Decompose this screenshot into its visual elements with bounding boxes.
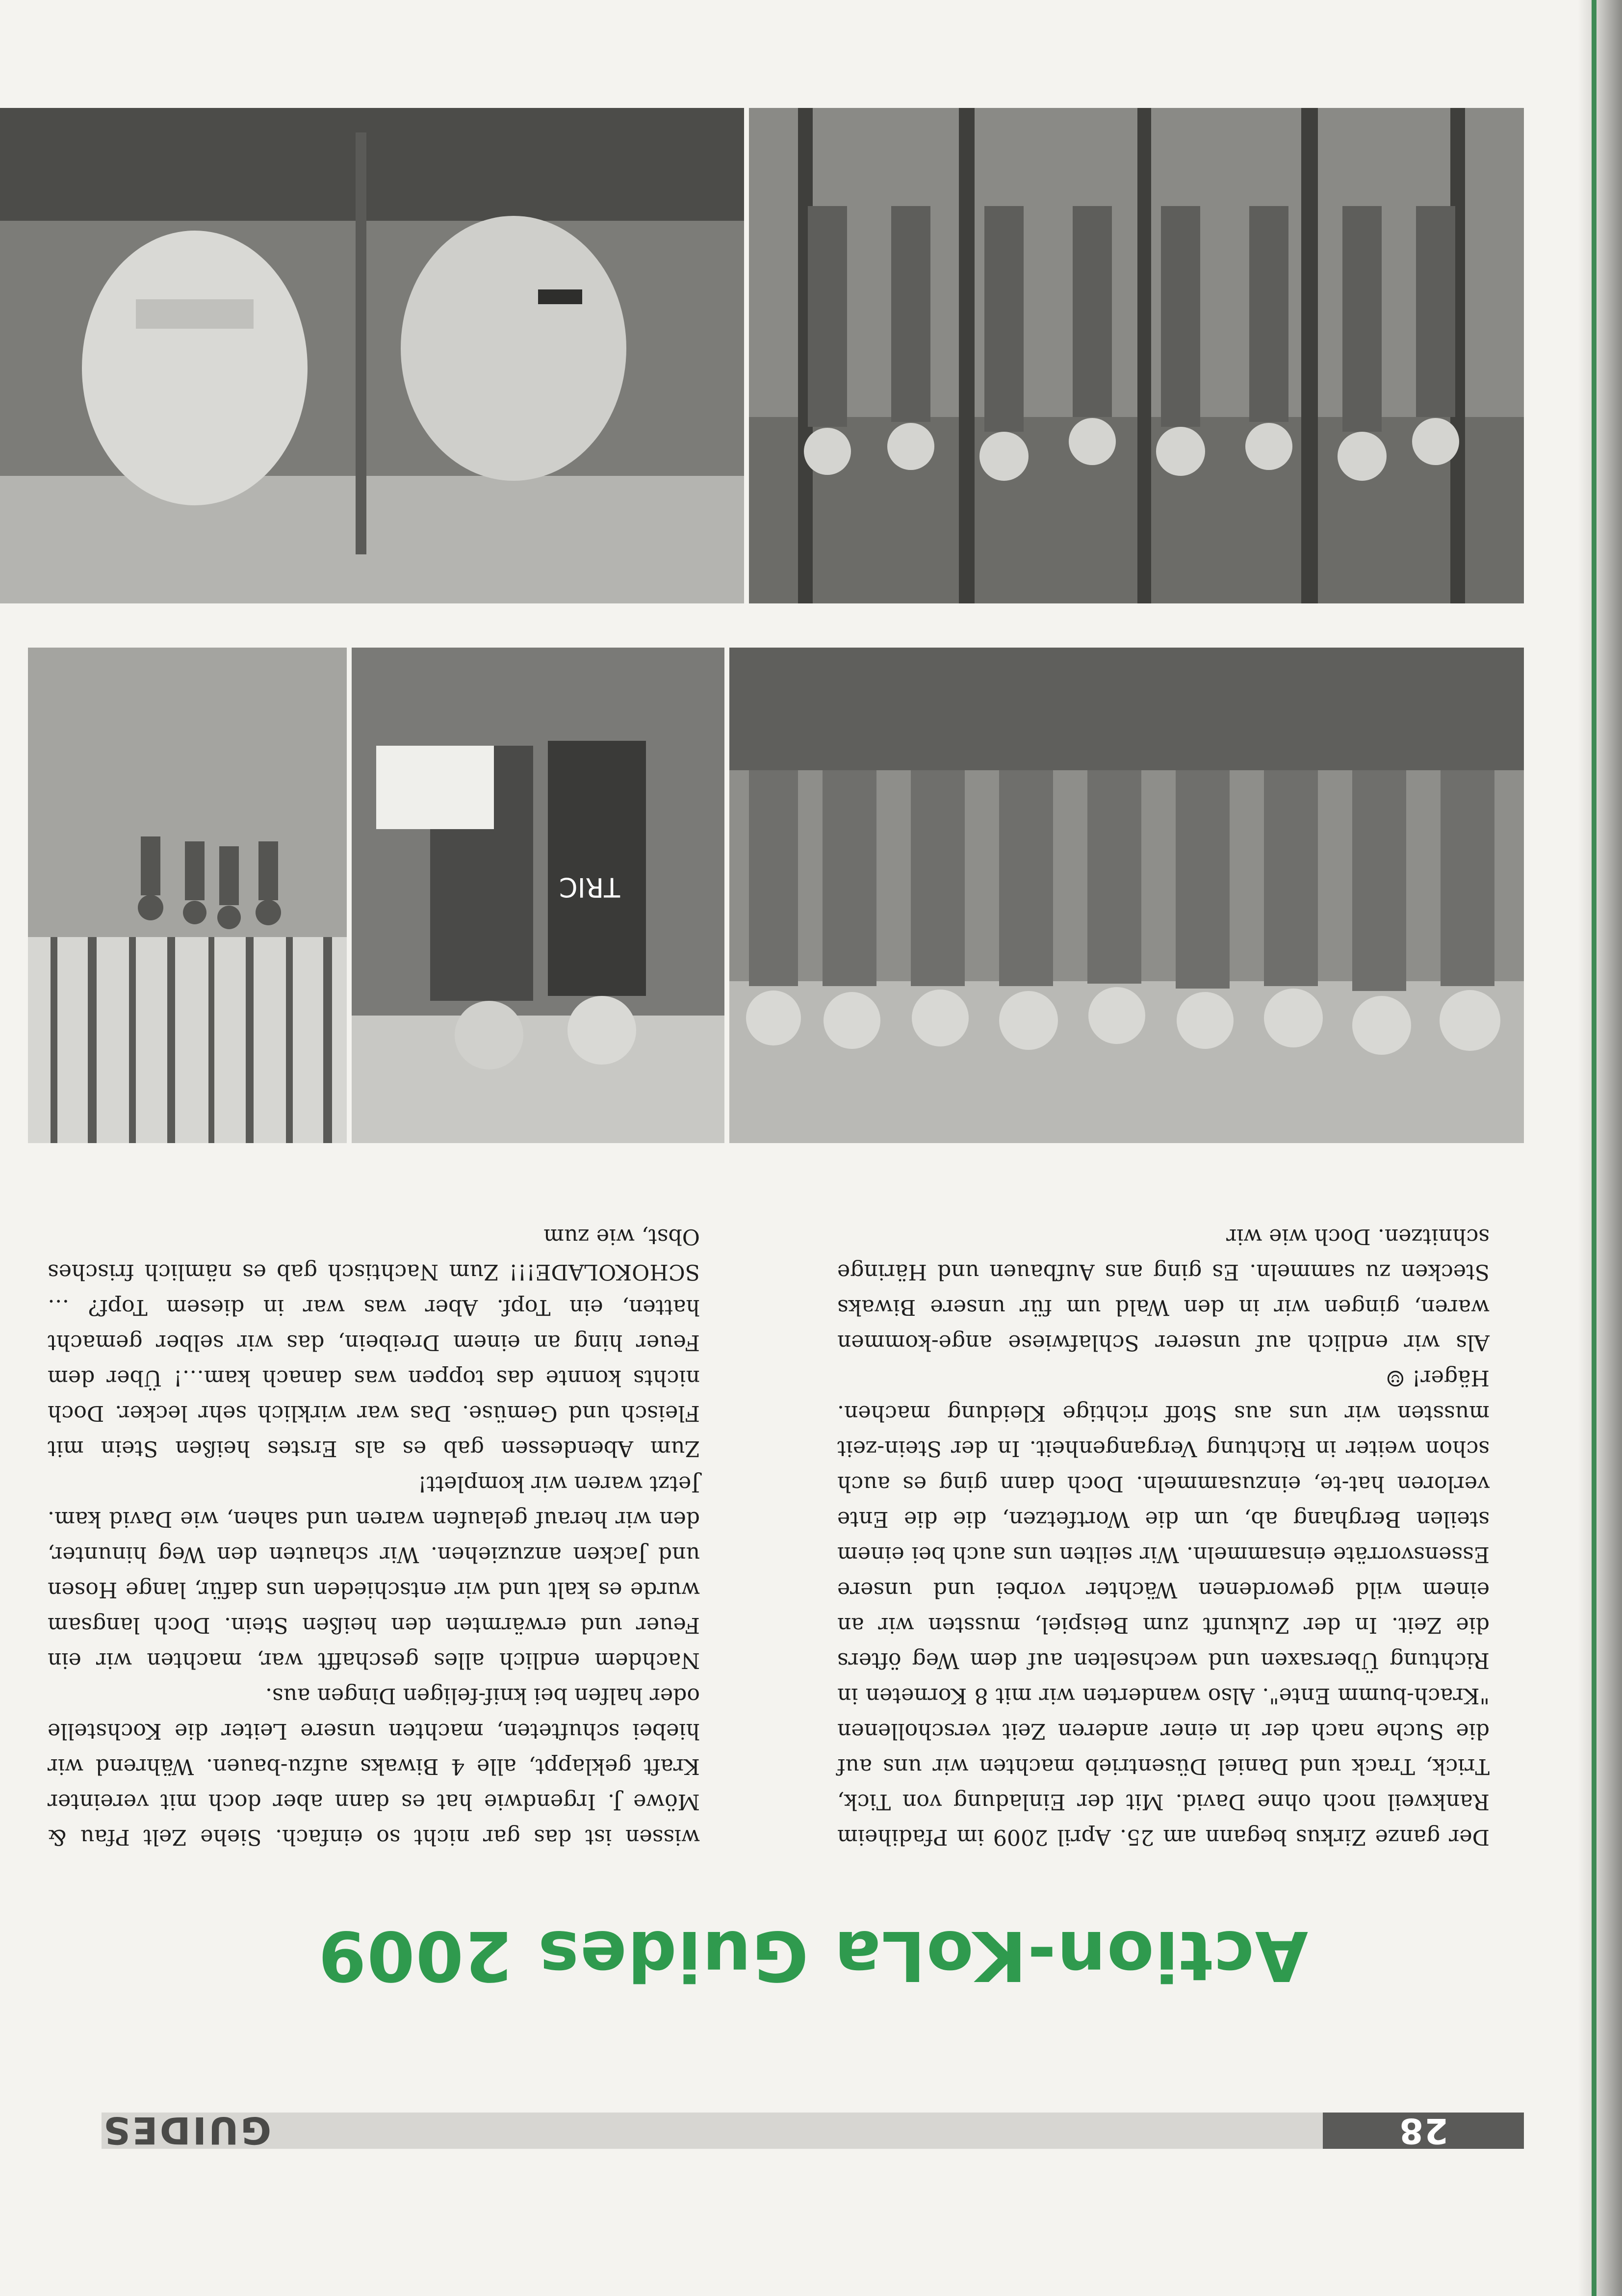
photo-group-forest: [749, 108, 1524, 603]
paragraph: wissen ist das gar nicht so einfach. Siehe Zelt Pfau & Möwe J. Irgendwie hat es dann aber doch mit vereinter Kraft geklappt, alle 4 Biwaks aufzu-bauen. Während wir hiebei schufteten, machten unsere Leiter die Kochstelle oder halfen bei knif-feligen Dingen aus.: [48, 1683, 700, 1850]
paragraph: Nachdem endlich alles geschafft war, machten wir ein Feuer und erwärmten den heißen Stein. Doch langsam wurde es kalt und wir entschieden uns dafür, lange Hosen und Jacken anzuziehen. Wir schauten den Weg hinunter, den wir herauf gelaufen waren und sahen, wie David kam. Jetzt waren wir komplett!: [48, 1471, 700, 1673]
paragraph: Zum Abendessen gab es als Erstes heißen Stein mit Fleisch und Gemüse. Das war wirklich sehr lecker. Doch nichts konnte das toppen was danach kam…! Über dem Feuer hing an einem Dreibein, das wir selber gemacht hatten, ein Topf. Aber was war in diesem Topf? … SCHOKOLADE!!! Zum Nachtisch gab es nämlich frisches Obst, wie zum: [48, 1224, 700, 1461]
photo-group-porch-image: [729, 648, 1524, 1143]
page-number: 28: [1323, 2113, 1524, 2149]
photo-sign-text: TRIC: [559, 872, 620, 903]
photo-two-girls-tent-image: [0, 108, 744, 603]
article-title: Action-KoLa Guides 2009: [317, 1915, 1309, 1995]
text-column-left: [837, 1177, 1490, 1854]
photo-tick-trick-image: [352, 648, 724, 1143]
page-edge-accent: [1592, 0, 1596, 2296]
photo-tick-trick: [352, 648, 724, 1143]
paragraph: Der ganze Zirkus begann am 25. April 2009 im Pfadiheim Rankweil noch ohne David. Mit der Einladung von Tick, Trick, Track und Daniel Düsentrieb machten wir uns auf die Suche nach der in einer anderen Zeit verschollenen "Krach-bumm Ente". Also wanderten wir mit 8 Korneten in Richtung Übersaxen und wechselten auf dem Weg öfters die Zeit. In der Zukunft zum Beispiel, mussten wir an einem wild gewordenen Wächter vorbei und unsere Essensvorräte einsammeln. Wir seilten uns auch bei einem steilen Berghang ab, um die Wortfetzen, die die Ente verloren hat-te, einzusammeln. Doch dann ging es auch schon weiter in Richtung Vergangenheit. In der Stein-zeit mussten wir uns aus Stoff richtige Kleidung machen. Häger! ☺: [837, 1365, 1490, 1850]
photo-two-girls-tent: [0, 108, 744, 603]
photo-forest-walk: [28, 648, 347, 1143]
photo-group-forest-image: [749, 108, 1524, 603]
photo-group-porch: [729, 648, 1524, 1143]
page-spine-shadow: [1578, 0, 1622, 2296]
text-column-right: [48, 1177, 700, 1854]
photo-forest-walk-image: [28, 648, 347, 1143]
section-label: GUIDES: [102, 2109, 272, 2152]
paragraph: Als wir endlich auf unserer Schlafwiese ange-kommen waren, gingen wir in den Wald um für unsere Biwaks Stecken zu sammeln. Es ging ans Aufbauen und Häringe schnitzen. Doch wie wir: [837, 1224, 1490, 1355]
